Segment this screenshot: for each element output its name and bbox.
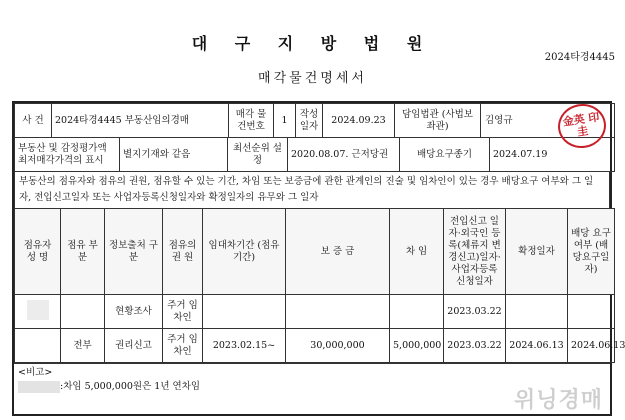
deadline-label: 배당요구종기: [400, 138, 490, 172]
cell-deposit: [286, 295, 390, 329]
date-label: 작성 일자: [296, 104, 323, 138]
cell-move-in: 2023.03.22: [444, 329, 506, 363]
cell-occupant: [15, 329, 61, 363]
cell-rent: [390, 295, 444, 329]
occupant-header-row: [15, 209, 615, 295]
watermark-logo: 위닝경매: [513, 388, 603, 413]
cell-source: 권리신고: [105, 329, 163, 363]
deadline-value: 2024.07.19: [490, 138, 615, 172]
cell-fixed-date: 2024.06.13: [506, 329, 568, 363]
remarks-text: :차임 5,000,000원은 1년 연차임: [60, 381, 201, 392]
judge-seal-stamp: 金英 印圭: [555, 101, 609, 151]
case-number-top: 2024타경4445: [544, 52, 615, 63]
cell-source: 현황조사: [105, 295, 163, 329]
property-value: 별지기재와 같음: [120, 138, 228, 172]
col-header-move-in: 전입신고 일자·외국인 등록(체류지 변경신고)일자·사업자등록신청일자: [444, 209, 506, 295]
col-header-period: 임대차기간 (점유기간): [203, 209, 286, 295]
case-label: 사 건: [15, 104, 52, 138]
col-header-dividend: 배당 요구여부 (배당요구일자): [568, 209, 615, 295]
col-header-deposit: 보 증 금: [286, 209, 390, 295]
col-header-title: 점유의 권 원: [163, 209, 203, 295]
occupant-table: [14, 208, 625, 363]
judge-cell: [481, 104, 615, 138]
judge-label: 담임법관 (사법보좌관): [395, 104, 481, 138]
notice-table: [14, 171, 610, 209]
cell-part: [61, 295, 105, 329]
col-header-fixed-date: 확정일자: [506, 209, 568, 295]
cell-occupant: [15, 295, 61, 329]
date-value: 2024.09.23: [323, 104, 395, 138]
document-frame: [12, 101, 625, 416]
table-row: [15, 295, 615, 329]
cell-period: 2023.02.15~: [203, 329, 286, 363]
property-label: 부동산 및 감정평가액 최저매각가격의 표시: [15, 138, 120, 172]
item-no-value: 1: [274, 104, 296, 138]
cell-rent: 5,000,000: [390, 329, 444, 363]
col-header-occupant: 점유자 성 명: [15, 209, 61, 295]
cell-title: 주거 임차인: [163, 329, 203, 363]
summary-table: [14, 103, 615, 138]
item-no-label: 매각 물건번호: [229, 104, 274, 138]
remarks-label: <비고>: [18, 367, 53, 378]
redacted-name: [18, 381, 60, 393]
col-header-part: 점유 부분: [61, 209, 105, 295]
cell-move-in: 2023.03.22: [444, 295, 506, 329]
notice-text: 부동산의 점유자와 점유의 권원, 점유할 수 있는 기간, 차임 또는 보증금에 관한 관계인의 진술 및 임차인이 있는 경우 배당요구 여부와 그 일자, 전입신고일자 또는 사업자등록신청일자와 확정일자의 유무와 그 일자: [15, 172, 610, 209]
cell-fixed-date: [506, 295, 568, 329]
cell-title: 주거 임차인: [163, 295, 203, 329]
case-value: 2024타경4445 부동산임의경매: [52, 104, 229, 138]
cell-dividend: [568, 295, 615, 329]
court-name: 대 구 지 방 법 원: [191, 34, 434, 53]
cell-part: 전부: [61, 329, 105, 363]
document-title: 매각물건명세서: [258, 71, 367, 86]
judge-name: 김영규: [485, 115, 513, 126]
table-row: [15, 329, 615, 363]
priority-label: 최선순위 설정: [228, 138, 288, 172]
priority-value: 2020.08.07. 근저당권: [288, 138, 400, 172]
col-header-rent: 차 임: [390, 209, 444, 295]
property-table: [14, 137, 615, 172]
col-header-source: 정보출처 구 분: [105, 209, 163, 295]
cell-dividend: 2024.06.13: [568, 329, 615, 363]
cell-deposit: 30,000,000: [286, 329, 390, 363]
cell-period: [203, 295, 286, 329]
